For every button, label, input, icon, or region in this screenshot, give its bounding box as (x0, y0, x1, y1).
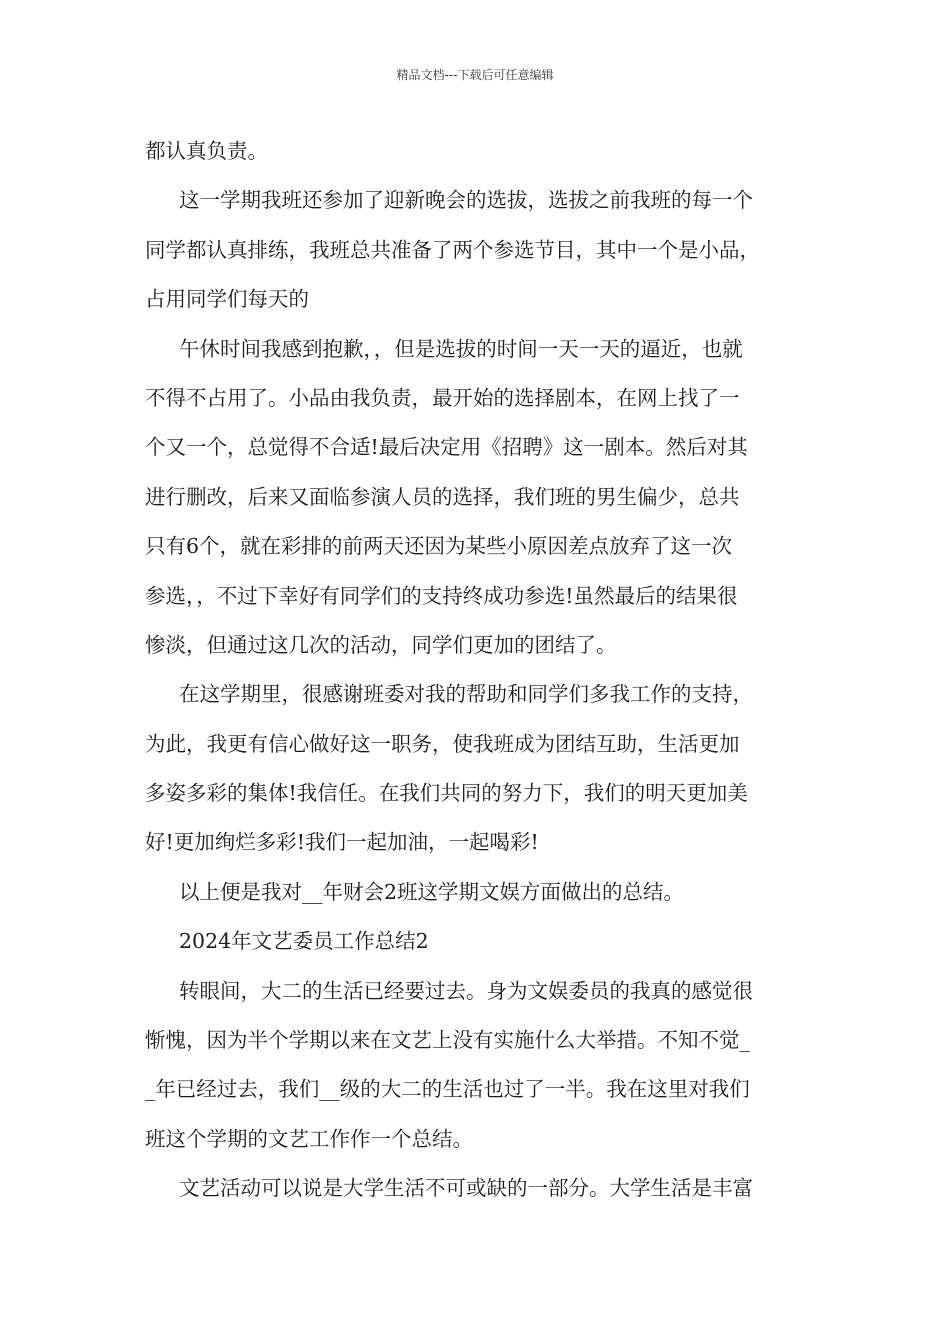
text-line: 同学都认真排练，我班总共准备了两个参选节目，其中一个是小品， (145, 237, 760, 262)
text-line: 午休时间我感到抱歉，，但是选拔的时间一天一天的逼近，也就 (179, 336, 743, 361)
text-line: 多姿多彩的集体!我信任。在我们共同的努力下，我们的明天更加美 (145, 781, 748, 806)
text-line: 占用同学们每天的 (145, 287, 309, 312)
text-line: 为此，我更有信心做好这一职务，使我班成为团结互助，生活更加 (145, 731, 740, 756)
text-line: 这一学期我班还参加了迎新晚会的选拔，选拔之前我班的每一个 (179, 188, 753, 213)
text-line: 转眼间，大二的生活已经要过去。身为文娱委员的我真的感觉很 (179, 978, 753, 1003)
text-line: 都认真负责。 (145, 139, 268, 163)
text-line: 惭愧，因为半个学期以来在文艺上没有实施什么大举措。不知不觉_ (145, 1028, 750, 1053)
text-line: 参选，，不过下幸好有同学们的支持终成功参选!虽然最后的结果很 (145, 583, 738, 608)
text-line: 只有6个，就在彩排的前两天还因为某些小原因差点放弃了这一次 (145, 534, 733, 559)
text-line: 惨淡，但通过这几次的活动，同学们更加的团结了。 (145, 632, 617, 657)
text-line: 文艺活动可以说是大学生活不可或缺的一部分。大学生活是丰富 (179, 1176, 753, 1201)
text-line: 班这个学期的文艺工作作一个总结。 (145, 1126, 473, 1151)
text-line: 个又一个，总觉得不合适!最后决定用《招聘》这一剧本。然后对其 (145, 435, 748, 460)
text-line: 以上便是我对__年财会2班这学期文娱方面做出的总结。 (179, 879, 685, 904)
section-heading: 2024年文艺委员工作总结2 (179, 929, 429, 954)
text-line: 不得不占用了。小品由我负责，最开始的选择剧本，在网上找了一 (145, 385, 740, 410)
text-line: 在这学期里，很感谢班委对我的帮助和同学们多我工作的支持， (179, 682, 753, 707)
text-line: 进行删改，后来又面临参演人员的选择，我们班的男生偏少，总共 (145, 484, 740, 509)
text-line: _年已经过去，我们__级的大二的生活也过了一半。我在这里对我们 (145, 1077, 750, 1102)
page-header: 精品文档---下载后可任意编辑 (396, 68, 554, 82)
document-body (145, 132, 825, 1219)
text-line: 好!更加绚烂多彩!我们一起加油，一起喝彩! (145, 830, 539, 855)
